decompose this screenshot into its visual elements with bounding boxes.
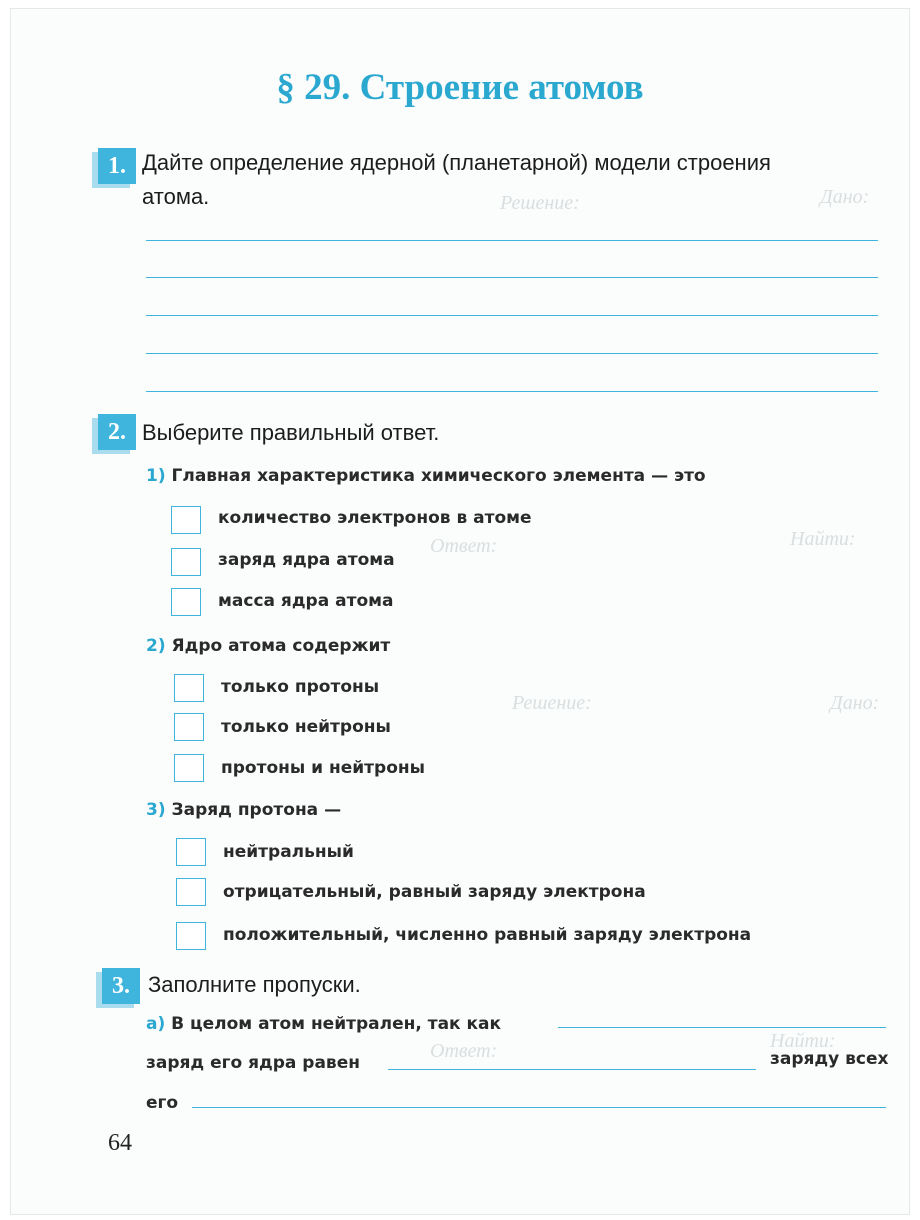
bleed-through-text: Ответ: bbox=[430, 535, 498, 557]
question-text: Главная характеристика химического элемента — это bbox=[171, 466, 706, 486]
bleed-through-text: Дано: bbox=[820, 186, 870, 208]
option-label: положительный, численно равный заряду электрона bbox=[223, 925, 752, 945]
task-number-badge: 1. bbox=[98, 148, 136, 184]
answer-checkbox[interactable] bbox=[174, 713, 204, 741]
fill-text: его bbox=[146, 1093, 179, 1113]
bleed-through-text: Ответ: bbox=[430, 1040, 498, 1062]
option-label: только нейтроны bbox=[221, 717, 391, 737]
answer-checkbox[interactable] bbox=[174, 674, 204, 702]
task-number-badge: 3. bbox=[102, 968, 140, 1004]
option-label: протоны и нейтроны bbox=[221, 758, 425, 778]
question-2 bbox=[146, 636, 390, 656]
question-1 bbox=[146, 466, 706, 486]
fill-text: заряд его ядра равен bbox=[146, 1053, 360, 1073]
bleed-through-text: Дано: bbox=[830, 692, 880, 714]
answer-checkbox[interactable] bbox=[176, 922, 206, 950]
bleed-through-text: Найти: bbox=[790, 528, 856, 550]
option-label: заряд ядра атома bbox=[218, 550, 395, 570]
option-label: отрицательный, равный заряду электрона bbox=[223, 882, 646, 902]
task-number-badge: 2. bbox=[98, 414, 136, 450]
bleed-through-text: Найти: bbox=[770, 1030, 836, 1052]
fill-text: В целом атом нейтрален, так как bbox=[171, 1014, 502, 1034]
question-number: 2) bbox=[146, 636, 166, 656]
answer-checkbox[interactable] bbox=[176, 878, 206, 906]
question-3 bbox=[146, 800, 341, 820]
question-number: 3) bbox=[146, 800, 166, 820]
answer-checkbox[interactable] bbox=[174, 754, 204, 782]
question-text: Ядро атома содержит bbox=[171, 636, 391, 656]
task1-prompt-line2: атома. bbox=[142, 184, 210, 209]
question-number: 1) bbox=[146, 466, 166, 486]
task1-prompt-line1: Дайте определение ядерной (планетарной) модели строения bbox=[142, 150, 771, 175]
answer-line[interactable] bbox=[146, 391, 878, 392]
option-label: только протоны bbox=[221, 677, 380, 697]
answer-checkbox[interactable] bbox=[176, 838, 206, 866]
bleed-through-text: Решение: bbox=[500, 192, 580, 214]
fill-text: заряду всех bbox=[770, 1049, 889, 1069]
question-text: Заряд протона — bbox=[171, 800, 342, 820]
task3-prompt: Заполните пропуски. bbox=[148, 972, 361, 997]
answer-line[interactable] bbox=[146, 240, 878, 241]
fill-line-1 bbox=[146, 1014, 501, 1034]
answer-line[interactable] bbox=[146, 353, 878, 354]
answer-checkbox[interactable] bbox=[171, 506, 201, 534]
option-label: количество электронов в атоме bbox=[218, 508, 532, 528]
option-label: масса ядра атома bbox=[218, 591, 394, 611]
fill-in-blank[interactable] bbox=[388, 1069, 756, 1070]
page-title: § 29. Строение атомов bbox=[276, 67, 644, 108]
fill-in-blank[interactable] bbox=[558, 1027, 886, 1028]
answer-checkbox[interactable] bbox=[171, 548, 201, 576]
answer-checkbox[interactable] bbox=[171, 588, 201, 616]
page-number: 64 bbox=[108, 1130, 132, 1156]
option-label: нейтральный bbox=[223, 842, 354, 862]
task2-prompt: Выберите правильный ответ. bbox=[142, 420, 440, 445]
bleed-through-text: Решение: bbox=[512, 692, 592, 714]
item-label: а) bbox=[146, 1014, 166, 1034]
answer-line[interactable] bbox=[146, 277, 878, 278]
fill-in-blank[interactable] bbox=[192, 1107, 886, 1108]
answer-line[interactable] bbox=[146, 315, 878, 316]
